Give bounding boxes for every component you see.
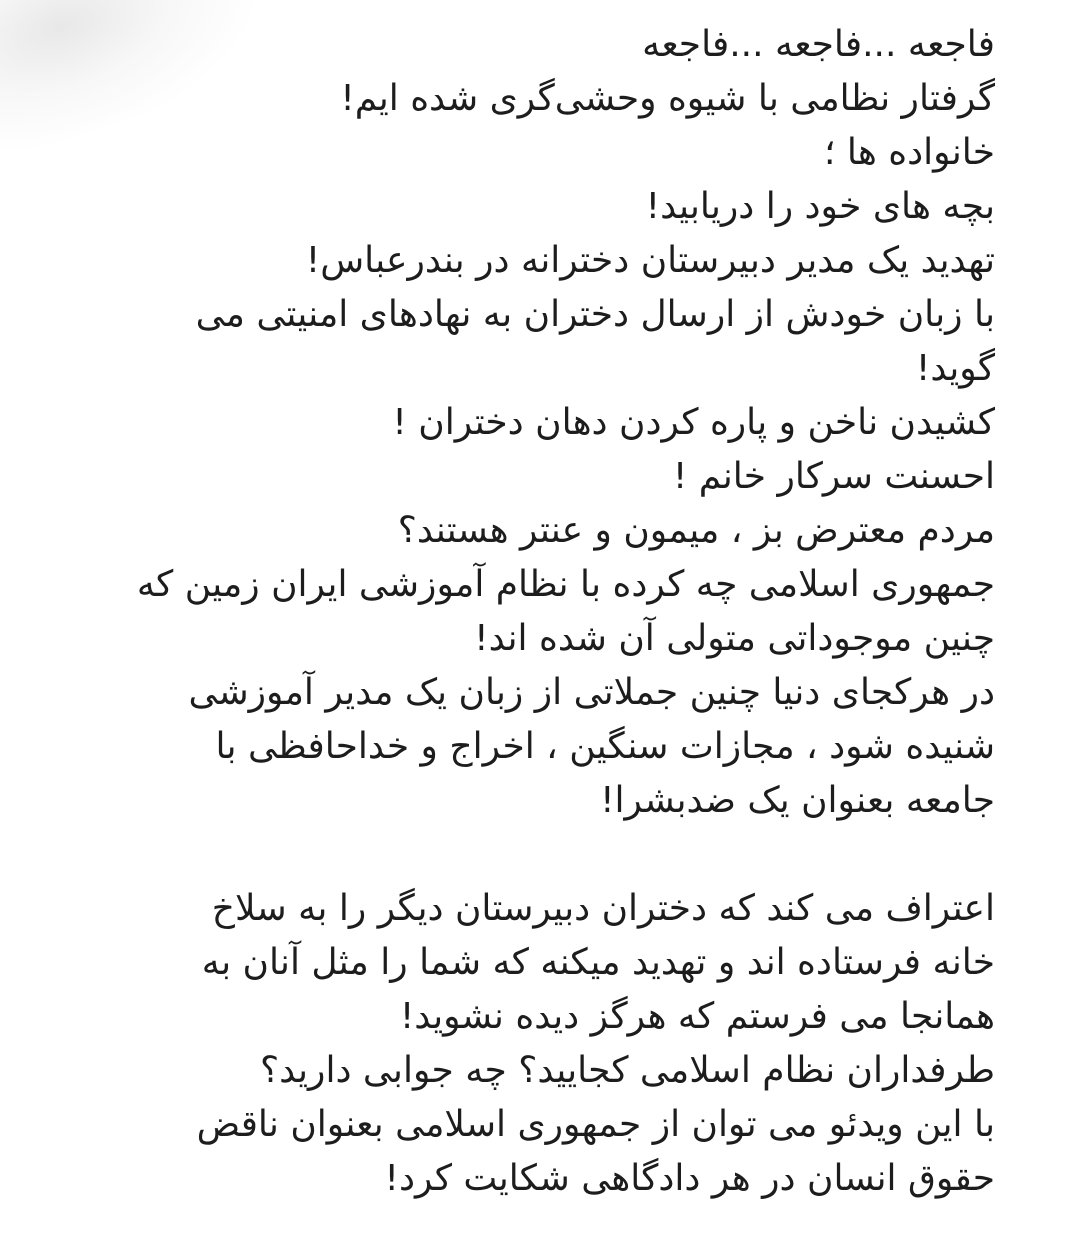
text-line: احسنت سرکار خانم ! [672,456,995,497]
text-line: فاجعه ...فاجعه ...فاجعه [642,24,995,65]
text-line: شنیده شود ، مجازات سنگین ، اخراج و خداحافظی با [215,726,995,767]
text-line: با زبان خودش از ارسال دختران به نهادهای امنیتی می [195,294,995,335]
text-line: چنین موجوداتی متولی آن شده اند! [474,618,995,659]
text-line: گوید! [915,348,995,389]
text-line: همانجا می فرستم که هرگز دیده نشوید! [399,996,995,1037]
text-line: اعتراف می کند که دختران دبیرستان دیگر را به سلاخ [211,888,995,929]
text-line: در هرکجای دنیا چنین جملاتی از زبان یک مدیر آموزشی [188,672,995,713]
document-text [136,18,995,1206]
text-line: خانه فرستاده اند و تهدید میکنه که شما را مثل آنان به [201,942,995,983]
text-line: با این ویدئو می توان از جمهوری اسلامی بعنوان ناقض [196,1104,995,1145]
text-line: طرفداران نظام اسلامی کجایید؟ چه جوابی دارید؟ [260,1050,995,1091]
text-line: تهدید یک مدیر دبیرستان دخترانه در بندرعباس! [305,240,995,281]
text-line: جمهوری اسلامی چه کرده با نظام آموزشی ایران زمین که [136,564,995,605]
text-line: گرفتار نظامی با شیوه وحشی‌گری شده ایم! [340,78,995,119]
text-line: خانواده ها ؛ [823,132,995,173]
text-line: جامعه بعنوان یک ضدبشرا! [600,780,995,821]
paragraph-break [175,828,995,882]
text-line: حقوق انسان در هر دادگاهی شکایت کرد! [384,1158,995,1199]
text-line: بچه های خود را دریابید! [645,186,995,227]
text-line: کشیدن ناخن و پاره کردن دهان دختران ! [392,402,995,443]
text-line: مردم معترض بز ، میمون و عنتر هستند؟ [397,510,995,551]
